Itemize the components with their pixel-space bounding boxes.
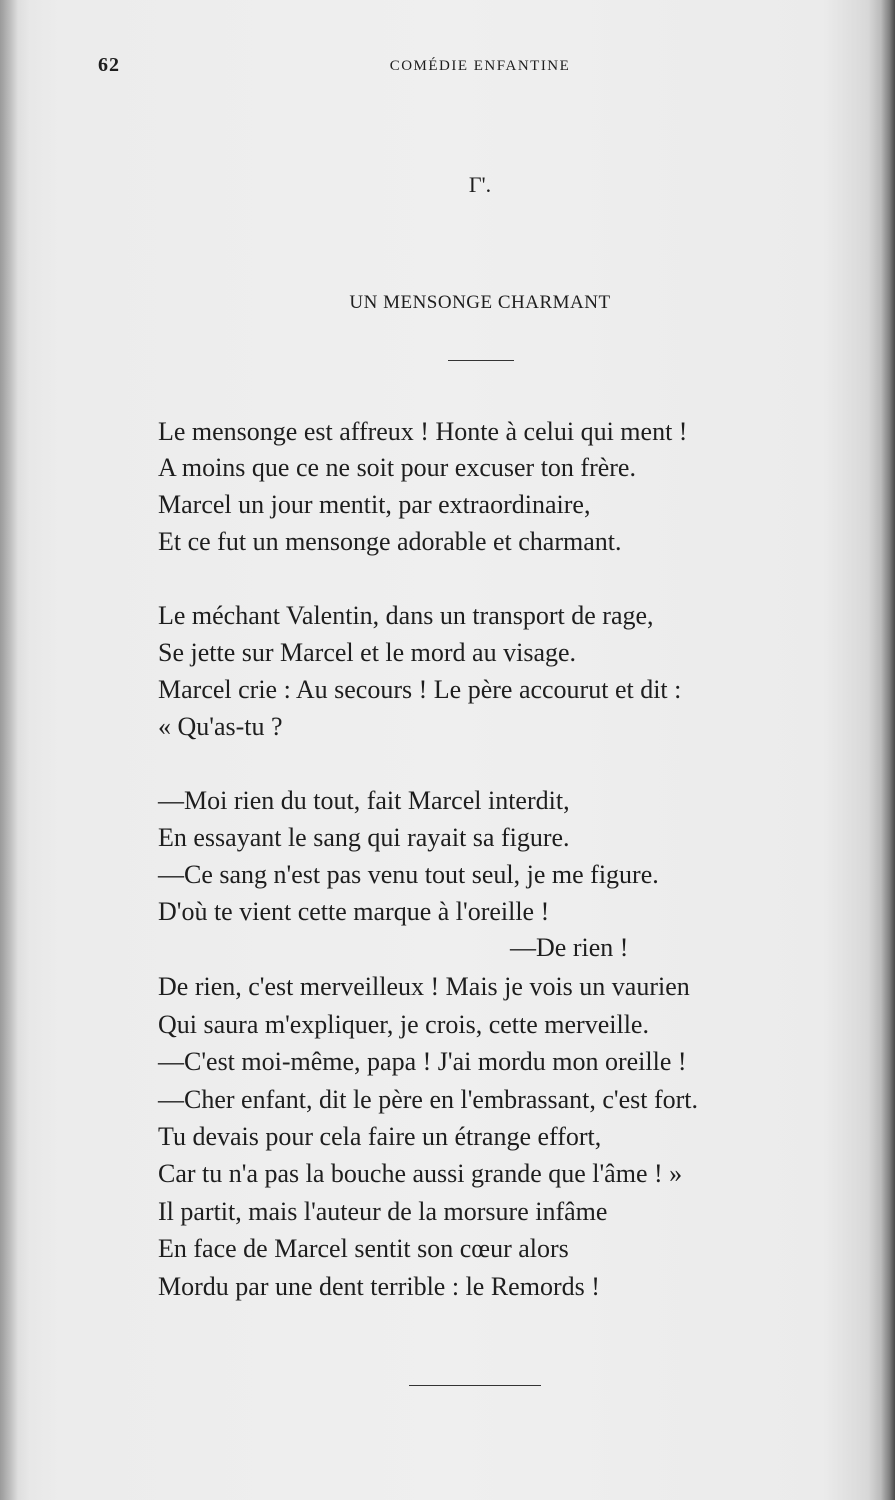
verse-line: Le mensonge est affreux ! Honte à celui qui ment ! — [158, 417, 688, 446]
end-divider — [409, 1385, 541, 1386]
verse-line: Se jette sur Marcel et le mord au visage. — [158, 638, 577, 667]
verse-line: —Ce sang n'est pas venu tout seul, je me figure. — [158, 860, 659, 889]
verse-line: Il partit, mais l'auteur de la morsure infâme — [158, 1197, 608, 1226]
verse-line: Qui saura m'expliquer, je crois, cette merveille. — [158, 1010, 649, 1039]
poem-title: UN MENSONGE CHARMANT — [349, 292, 611, 313]
verse-line: Car tu n'a pas la bouche aussi grande que l'âme ! » — [158, 1159, 683, 1188]
title-divider — [448, 360, 514, 361]
verse-line: Mordu par une dent terrible : le Remords ! — [158, 1272, 600, 1301]
page-curl-shadow — [0, 0, 30, 1500]
page-number: 62 — [98, 54, 120, 76]
verse-line: —Cher enfant, dit le père en l'embrassant, c'est fort. — [158, 1085, 699, 1114]
verse-line: A moins que ce ne soit pour excuser ton frère. — [158, 453, 636, 482]
verse-line: De rien, c'est merveilleux ! Mais je vois un vaurien — [158, 972, 690, 1001]
verse-line: Tu devais pour cela faire un étrange effort, — [158, 1122, 602, 1151]
section-number: Г'. — [468, 172, 492, 197]
verse-line: —C'est moi-même, papa ! J'ai mordu mon oreille ! — [158, 1047, 687, 1076]
verse-line: En essayant le sang qui rayait sa figure. — [158, 823, 570, 852]
verse-line: —De rien ! — [510, 933, 629, 962]
verse-line: Et ce fut un mensonge adorable et charmant. — [158, 527, 622, 556]
verse-line: En face de Marcel sentit son cœur alors — [158, 1234, 569, 1263]
verse-line: D'où te vient cette marque à l'oreille ! — [158, 897, 550, 926]
running-header: COMÉDIE ENFANTINE — [389, 58, 571, 74]
verse-line: Marcel crie : Au secours ! Le père accourut et dit : — [158, 675, 682, 704]
verse-line: Marcel un jour mentit, par extraordinaire, — [158, 490, 591, 519]
verse-line: —Moi rien du tout, fait Marcel interdit, — [158, 786, 570, 815]
page-edge-shadow — [881, 0, 895, 1500]
verse-line: Le méchant Valentin, dans un transport de rage, — [158, 601, 654, 630]
verse-line: « Qu'as-tu ? — [158, 712, 283, 741]
